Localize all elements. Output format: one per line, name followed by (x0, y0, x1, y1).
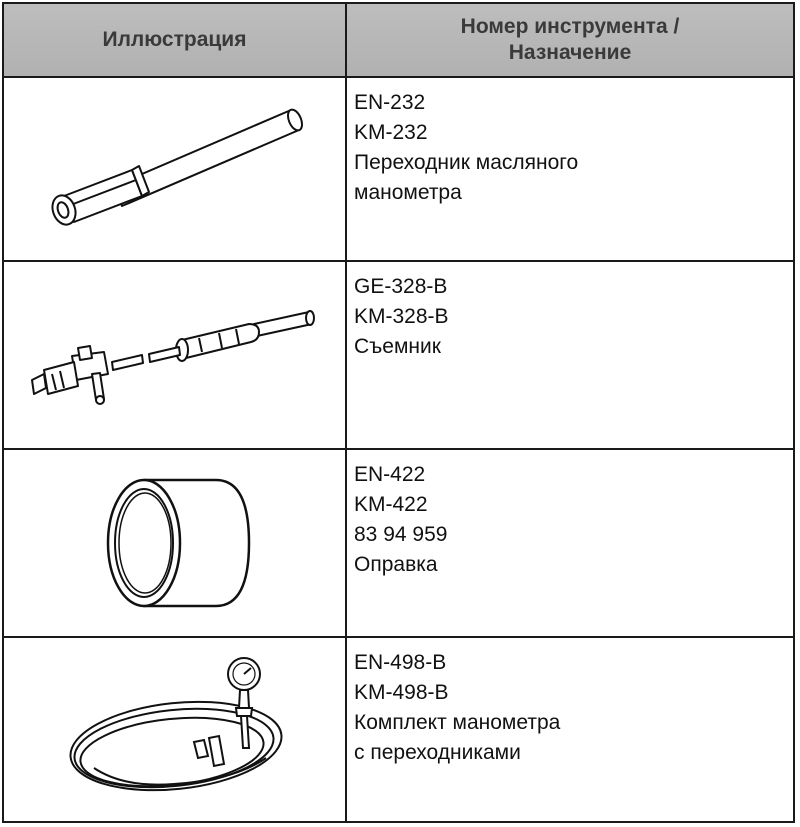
table-row (4, 78, 793, 262)
table-header (4, 4, 793, 78)
header-illustration: Иллюстрация (102, 28, 247, 51)
tool-purpose: Переходник масляного (354, 151, 579, 174)
tool-number-km: KM-232 (354, 121, 428, 144)
tool-number-en: EN-232 (354, 91, 426, 114)
row-description (354, 648, 783, 768)
row-description (354, 460, 783, 580)
table-row (4, 638, 793, 823)
adapter-icon (4, 78, 345, 260)
mandrel-icon (4, 450, 345, 636)
tool-part-number: 83 94 959 (354, 523, 448, 546)
puller-icon (4, 262, 345, 448)
tool-number-km: KM-498-B (354, 681, 449, 704)
tool-number-en: EN-422 (354, 463, 426, 486)
column-divider (345, 4, 347, 821)
gauge-kit-icon (4, 638, 345, 821)
tools-table (2, 2, 795, 823)
row-description (354, 88, 783, 208)
tool-number-km: KM-328-B (354, 305, 449, 328)
tool-number-en: EN-498-B (354, 651, 447, 674)
header-tool-number: Номер инструмента / Назначение (460, 15, 680, 64)
tool-purpose-cont: манометра (354, 181, 462, 204)
tool-purpose-cont: с переходниками (354, 741, 521, 764)
tool-purpose: Комплект манометра (354, 711, 561, 734)
tool-purpose: Оправка (354, 553, 438, 576)
table-row (4, 450, 793, 638)
table-row (4, 262, 793, 450)
tool-number-ge: GE-328-B (354, 275, 448, 298)
tool-purpose: Съемник (354, 335, 441, 358)
row-description (354, 272, 783, 362)
tool-number-km: KM-422 (354, 493, 428, 516)
